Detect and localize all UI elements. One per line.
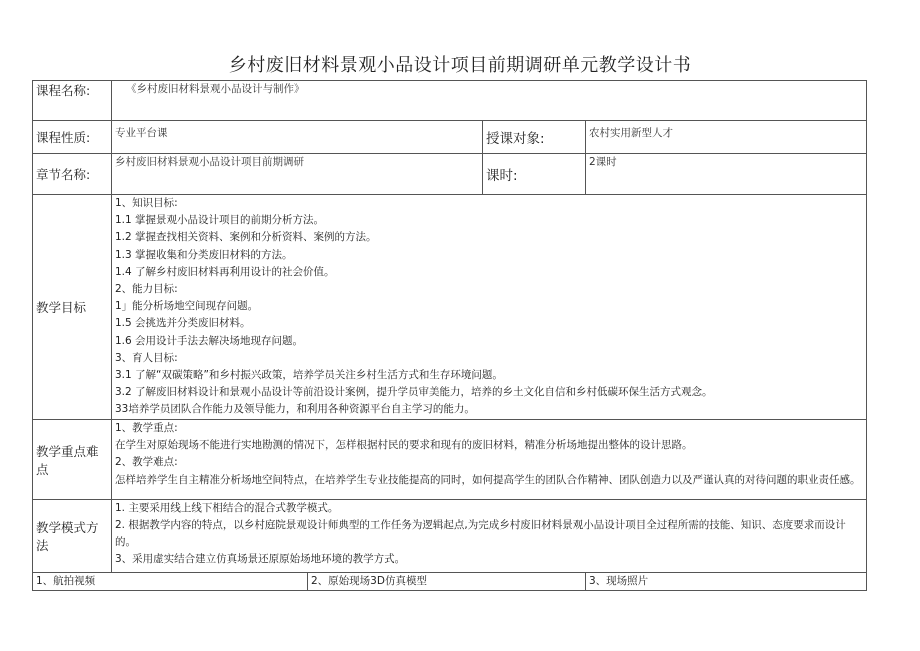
objectives-row (33, 195, 867, 420)
audience-value: 农村实用新型人才 (586, 121, 867, 154)
objective-line: 1.3 掌握收集和分类废旧材料的方法。 (115, 248, 293, 261)
objectives-content (112, 195, 867, 420)
mode-line-3: 3、采用虚实结合建立仿真场景还原原始场地环境的教学方式。 (115, 553, 406, 566)
objective-line: 2、能力目标: (115, 283, 178, 296)
document-title: 乡村废旧材料景观小品设计项目前期调研单元教学设计书 (228, 55, 692, 76)
difficulty-title: 2、教学难点: (115, 456, 178, 469)
chapter-value: 乡村废旧材料景观小品设计项目前期调研 (112, 154, 483, 195)
audience-label: 授课对象: (483, 121, 586, 154)
mode-label: 教学模式方法 (33, 500, 112, 573)
keypoints-row (33, 420, 867, 500)
objectives-label: 教学目标 (33, 195, 112, 420)
chapter-row (33, 154, 867, 195)
chapter-label: 章节名称: (33, 154, 112, 195)
resources-row (33, 573, 867, 591)
objective-line: 1.2 掌握查找相关资料、案例和分析资料、案例的方法。 (115, 231, 377, 244)
hours-value: 2课时 (586, 154, 867, 195)
mode-line-1: 1. 主要采用线上线下相结合的混合式教学模式。 (115, 502, 339, 514)
course-row (33, 81, 867, 121)
objective-line: 1」能分析场地空间现存问题。 (115, 300, 259, 313)
course-value: 《乡村废旧材料景观小品设计与制作》 (112, 81, 867, 121)
resource-3d-model: 2、原始现场3D仿真模型 (308, 573, 586, 591)
course-label: 课程名称: (33, 81, 112, 121)
objective-line: 1.5 会挑选并分类废旧材料。 (115, 317, 251, 330)
objective-line: 3.2 了解废旧材料设计和景观小品设计等前沿设计案例，提升学员审美能力，培养的乡土文化自信和乡村低碳环保生活方式观念。 (115, 386, 713, 399)
lesson-plan-table (32, 80, 867, 591)
mode-content (112, 500, 867, 573)
objective-line: 33培养学员团队合作能力及领导能力，和利用各种资源平台自主学习的能力。 (115, 403, 475, 416)
objective-line: 1、知识目标: (115, 197, 178, 209)
focus-title: 1、教学重点: (115, 422, 178, 434)
mode-row (33, 500, 867, 573)
resource-site-photos: 3、现场照片 (586, 573, 867, 591)
keypoints-content (112, 420, 867, 500)
nature-row (33, 121, 867, 154)
objective-line: 1.1 掌握景观小品设计项目的前期分析方法。 (115, 214, 325, 227)
mode-line-2: 2. 根据教学内容的特点，以乡村庭院景观设计师典型的工作任务为逻辑起点,为完成乡村废旧材料景观小品设计项目全过程所需的技能、知识、态度要求而设计的。 (115, 519, 846, 549)
resource-aerial-video: 1、航拍视频 (33, 573, 308, 591)
objective-line: 3.1 了解“双碳策略”和乡村振兴政策，培养学员关注乡村生活方式和生存环境问题。 (115, 369, 503, 382)
nature-label: 课程性质: (33, 121, 112, 154)
focus-text: 在学生对原始现场不能进行实地勘测的情况下，怎样根据村民的要求和现有的废旧材料，精准分析场地提出整体的设计思路。 (115, 439, 693, 452)
objective-line: 3、育人目标: (115, 351, 178, 364)
difficulty-text: 怎样培养学生自主精准分析场地空间特点，在培养学生专业技能提高的同时，如何提高学生的团队合作精神、团队创造力以及严谨认真的对待问题的职业责任感。 (115, 473, 861, 486)
keypoints-label: 教学重点难点 (33, 420, 112, 500)
objective-line: 1.4 了解乡村废旧材料再利用设计的社会价值。 (115, 265, 335, 278)
objective-line: 1.6 会用设计手法去解决场地现存问题。 (115, 334, 304, 347)
hours-label: 课时: (483, 154, 586, 195)
nature-value: 专业平台课 (112, 121, 483, 154)
